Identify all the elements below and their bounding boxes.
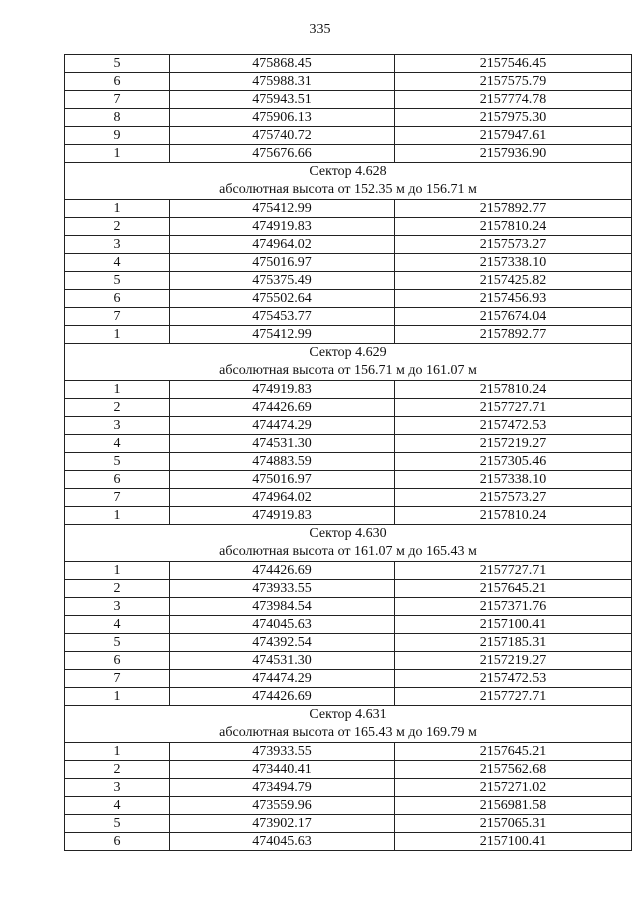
y-coordinate-cell: 2157573.27 xyxy=(395,236,632,254)
x-coordinate-cell: 475412.99 xyxy=(170,326,395,344)
table-row xyxy=(65,634,632,652)
y-coordinate-cell: 2157425.82 xyxy=(395,272,632,290)
sector-title: Сектор 4.628 xyxy=(309,164,387,179)
sector-header-row xyxy=(65,525,632,562)
x-coordinate-cell: 473933.55 xyxy=(170,580,395,598)
point-number-cell: 7 xyxy=(65,489,170,507)
point-number-cell: 1 xyxy=(65,200,170,218)
y-coordinate-cell: 2157305.46 xyxy=(395,453,632,471)
x-coordinate-cell: 475453.77 xyxy=(170,308,395,326)
x-coordinate-cell: 474392.54 xyxy=(170,634,395,652)
y-coordinate-cell: 2157185.31 xyxy=(395,634,632,652)
y-coordinate-cell: 2157472.53 xyxy=(395,417,632,435)
coordinates-table xyxy=(64,54,632,851)
x-coordinate-cell: 475988.31 xyxy=(170,73,395,91)
y-coordinate-cell: 2157727.71 xyxy=(395,399,632,417)
table-row xyxy=(65,218,632,236)
point-number-cell: 3 xyxy=(65,598,170,616)
table-row xyxy=(65,236,632,254)
table-row xyxy=(65,55,632,73)
x-coordinate-cell: 475740.72 xyxy=(170,127,395,145)
sector-height-range: абсолютная высота от 152.35 м до 156.71 м xyxy=(219,182,477,197)
table-row xyxy=(65,127,632,145)
point-number-cell: 1 xyxy=(65,688,170,706)
sector-height-range: абсолютная высота от 165.43 м до 169.79 м xyxy=(219,725,477,740)
y-coordinate-cell: 2157645.21 xyxy=(395,580,632,598)
table-row xyxy=(65,435,632,453)
table-row xyxy=(65,308,632,326)
sector-header-row xyxy=(65,344,632,381)
y-coordinate-cell: 2157338.10 xyxy=(395,471,632,489)
sector-header xyxy=(65,344,632,381)
table-row xyxy=(65,254,632,272)
point-number-cell: 2 xyxy=(65,218,170,236)
point-number-cell: 3 xyxy=(65,779,170,797)
x-coordinate-cell: 475375.49 xyxy=(170,272,395,290)
sector-header xyxy=(65,525,632,562)
table-row xyxy=(65,417,632,435)
y-coordinate-cell: 2157810.24 xyxy=(395,507,632,525)
x-coordinate-cell: 475943.51 xyxy=(170,91,395,109)
table-row xyxy=(65,73,632,91)
x-coordinate-cell: 474474.29 xyxy=(170,670,395,688)
x-coordinate-cell: 475016.97 xyxy=(170,471,395,489)
sector-height-range: абсолютная высота от 161.07 м до 165.43 м xyxy=(219,544,477,559)
point-number-cell: 9 xyxy=(65,127,170,145)
x-coordinate-cell: 474474.29 xyxy=(170,417,395,435)
coordinates-table-body xyxy=(65,55,632,851)
y-coordinate-cell: 2157100.41 xyxy=(395,616,632,634)
x-coordinate-cell: 475502.64 xyxy=(170,290,395,308)
point-number-cell: 4 xyxy=(65,254,170,272)
point-number-cell: 2 xyxy=(65,761,170,779)
table-row xyxy=(65,797,632,815)
x-coordinate-cell: 473902.17 xyxy=(170,815,395,833)
y-coordinate-cell: 2157892.77 xyxy=(395,200,632,218)
point-number-cell: 1 xyxy=(65,381,170,399)
point-number-cell: 4 xyxy=(65,435,170,453)
x-coordinate-cell: 474883.59 xyxy=(170,453,395,471)
y-coordinate-cell: 2157271.02 xyxy=(395,779,632,797)
sector-header xyxy=(65,163,632,200)
table-row xyxy=(65,815,632,833)
y-coordinate-cell: 2157645.21 xyxy=(395,743,632,761)
sector-title: Сектор 4.630 xyxy=(309,526,387,541)
x-coordinate-cell: 474919.83 xyxy=(170,507,395,525)
point-number-cell: 5 xyxy=(65,453,170,471)
point-number-cell: 6 xyxy=(65,290,170,308)
y-coordinate-cell: 2157810.24 xyxy=(395,381,632,399)
y-coordinate-cell: 2157219.27 xyxy=(395,435,632,453)
table-row xyxy=(65,562,632,580)
point-number-cell: 4 xyxy=(65,616,170,634)
table-row xyxy=(65,761,632,779)
x-coordinate-cell: 473984.54 xyxy=(170,598,395,616)
table-row xyxy=(65,489,632,507)
y-coordinate-cell: 2156981.58 xyxy=(395,797,632,815)
point-number-cell: 7 xyxy=(65,91,170,109)
table-row xyxy=(65,743,632,761)
y-coordinate-cell: 2157947.61 xyxy=(395,127,632,145)
sector-header-row xyxy=(65,163,632,200)
table-row xyxy=(65,399,632,417)
y-coordinate-cell: 2157456.93 xyxy=(395,290,632,308)
x-coordinate-cell: 473559.96 xyxy=(170,797,395,815)
y-coordinate-cell: 2157727.71 xyxy=(395,688,632,706)
point-number-cell: 6 xyxy=(65,73,170,91)
table-row xyxy=(65,381,632,399)
y-coordinate-cell: 2157975.30 xyxy=(395,109,632,127)
sector-title: Сектор 4.629 xyxy=(309,345,387,360)
y-coordinate-cell: 2157065.31 xyxy=(395,815,632,833)
y-coordinate-cell: 2157562.68 xyxy=(395,761,632,779)
point-number-cell: 3 xyxy=(65,417,170,435)
sector-height-range: абсолютная высота от 156.71 м до 161.07 м xyxy=(219,363,477,378)
y-coordinate-cell: 2157338.10 xyxy=(395,254,632,272)
point-number-cell: 1 xyxy=(65,743,170,761)
point-number-cell: 3 xyxy=(65,236,170,254)
table-row xyxy=(65,598,632,616)
x-coordinate-cell: 475868.45 xyxy=(170,55,395,73)
point-number-cell: 7 xyxy=(65,308,170,326)
y-coordinate-cell: 2157100.41 xyxy=(395,833,632,851)
point-number-cell: 6 xyxy=(65,471,170,489)
y-coordinate-cell: 2157575.79 xyxy=(395,73,632,91)
table-row xyxy=(65,200,632,218)
y-coordinate-cell: 2157573.27 xyxy=(395,489,632,507)
table-row xyxy=(65,688,632,706)
table-row xyxy=(65,616,632,634)
x-coordinate-cell: 475016.97 xyxy=(170,254,395,272)
y-coordinate-cell: 2157674.04 xyxy=(395,308,632,326)
point-number-cell: 5 xyxy=(65,55,170,73)
y-coordinate-cell: 2157774.78 xyxy=(395,91,632,109)
point-number-cell: 1 xyxy=(65,326,170,344)
y-coordinate-cell: 2157546.45 xyxy=(395,55,632,73)
x-coordinate-cell: 474045.63 xyxy=(170,616,395,634)
x-coordinate-cell: 474919.83 xyxy=(170,381,395,399)
x-coordinate-cell: 474531.30 xyxy=(170,435,395,453)
point-number-cell: 1 xyxy=(65,562,170,580)
table-row xyxy=(65,453,632,471)
y-coordinate-cell: 2157810.24 xyxy=(395,218,632,236)
table-row xyxy=(65,779,632,797)
table-row xyxy=(65,145,632,163)
table-row xyxy=(65,91,632,109)
x-coordinate-cell: 474964.02 xyxy=(170,489,395,507)
x-coordinate-cell: 474919.83 xyxy=(170,218,395,236)
x-coordinate-cell: 473494.79 xyxy=(170,779,395,797)
point-number-cell: 5 xyxy=(65,815,170,833)
x-coordinate-cell: 475906.13 xyxy=(170,109,395,127)
x-coordinate-cell: 475676.66 xyxy=(170,145,395,163)
x-coordinate-cell: 474531.30 xyxy=(170,652,395,670)
x-coordinate-cell: 473933.55 xyxy=(170,743,395,761)
table-row xyxy=(65,109,632,127)
point-number-cell: 1 xyxy=(65,145,170,163)
table-row xyxy=(65,833,632,851)
table-row xyxy=(65,507,632,525)
table-row xyxy=(65,272,632,290)
sector-header-row xyxy=(65,706,632,743)
x-coordinate-cell: 474045.63 xyxy=(170,833,395,851)
x-coordinate-cell: 474426.69 xyxy=(170,562,395,580)
point-number-cell: 5 xyxy=(65,272,170,290)
x-coordinate-cell: 474964.02 xyxy=(170,236,395,254)
point-number-cell: 1 xyxy=(65,507,170,525)
x-coordinate-cell: 473440.41 xyxy=(170,761,395,779)
point-number-cell: 4 xyxy=(65,797,170,815)
table-row xyxy=(65,471,632,489)
point-number-cell: 8 xyxy=(65,109,170,127)
point-number-cell: 2 xyxy=(65,399,170,417)
y-coordinate-cell: 2157371.76 xyxy=(395,598,632,616)
y-coordinate-cell: 2157727.71 xyxy=(395,562,632,580)
table-row xyxy=(65,580,632,598)
table-row xyxy=(65,326,632,344)
sector-header xyxy=(65,706,632,743)
table-row xyxy=(65,670,632,688)
sector-title: Сектор 4.631 xyxy=(309,707,387,722)
point-number-cell: 5 xyxy=(65,634,170,652)
point-number-cell: 7 xyxy=(65,670,170,688)
y-coordinate-cell: 2157892.77 xyxy=(395,326,632,344)
x-coordinate-cell: 474426.69 xyxy=(170,688,395,706)
table-row xyxy=(65,652,632,670)
point-number-cell: 6 xyxy=(65,652,170,670)
x-coordinate-cell: 474426.69 xyxy=(170,399,395,417)
y-coordinate-cell: 2157472.53 xyxy=(395,670,632,688)
page-number: 335 xyxy=(309,22,331,37)
y-coordinate-cell: 2157219.27 xyxy=(395,652,632,670)
y-coordinate-cell: 2157936.90 xyxy=(395,145,632,163)
x-coordinate-cell: 475412.99 xyxy=(170,200,395,218)
table-row xyxy=(65,290,632,308)
point-number-cell: 2 xyxy=(65,580,170,598)
point-number-cell: 6 xyxy=(65,833,170,851)
